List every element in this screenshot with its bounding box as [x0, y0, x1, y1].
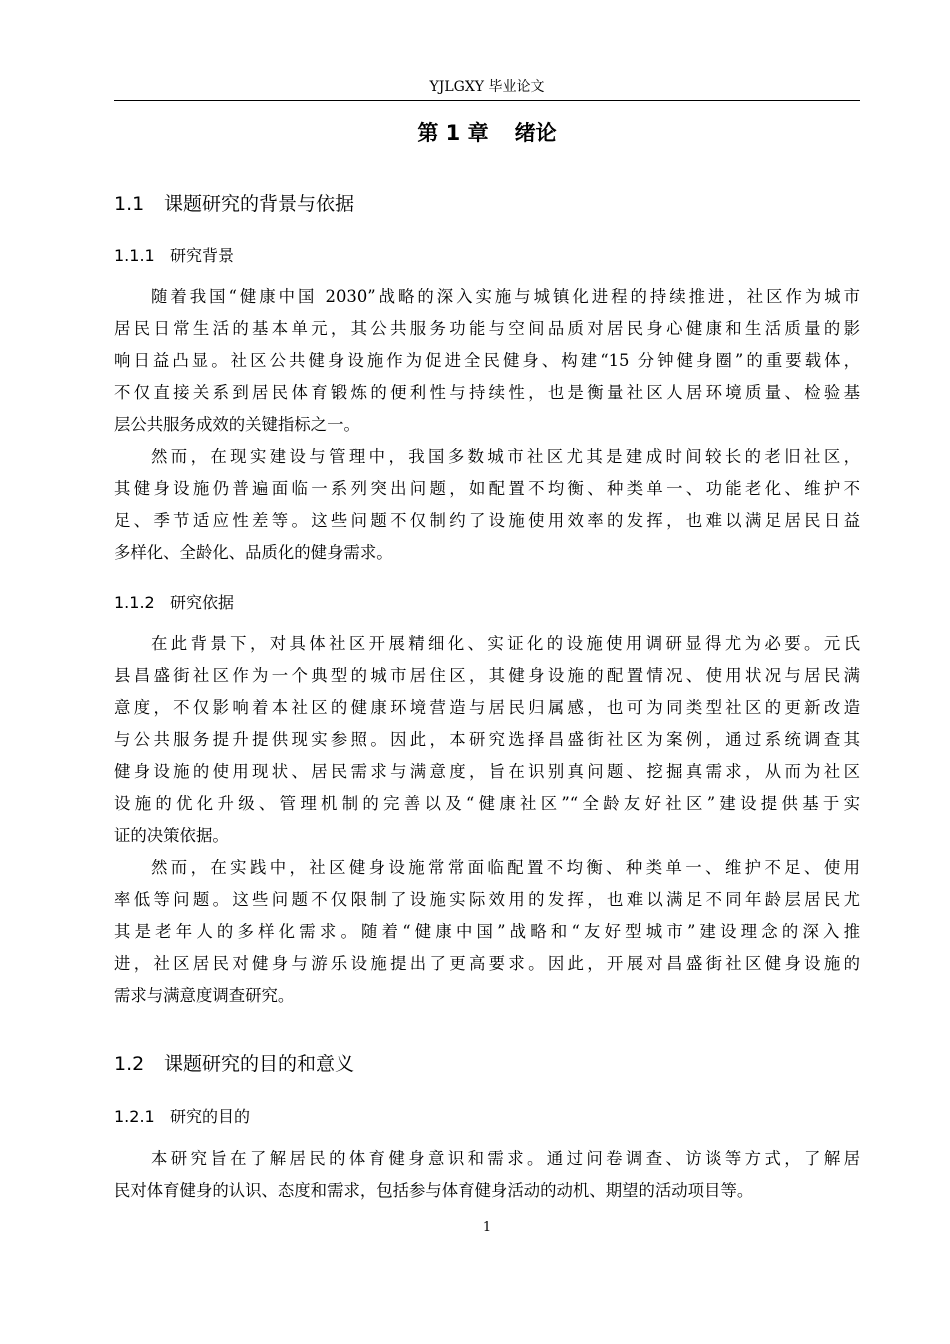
subsection-title: 研究依据	[170, 593, 235, 612]
chapter-name: 绪论	[514, 121, 557, 145]
subsection-title: 研究的目的	[170, 1107, 251, 1126]
paragraph-line: 多样化、全龄化、品质化的健身需求。	[114, 543, 393, 562]
section-title: 课题研究的目的和意义	[164, 1053, 355, 1075]
subsection-number: 1.1.2	[114, 593, 155, 612]
running-header: YJLGXY 毕业论文	[429, 79, 545, 95]
paragraph-line: 然而，在现实建设与管理中，我国多数城市社区尤其是建成时间较长的老旧社区，	[151, 447, 860, 466]
paragraph-line: 不仅直接关系到居民体育锻炼的便利性与持续性，也是衡量社区人居环境质量、检验基	[114, 383, 860, 402]
section-heading-1-1	[114, 189, 860, 219]
section-title: 课题研究的背景与依据	[164, 193, 355, 215]
header-rule	[114, 100, 860, 101]
paragraph-background-1	[114, 281, 860, 441]
paragraph-line: 其是老年人的多样化需求。随着“健康中国”战略和“友好型城市”建设理念的深入推	[114, 922, 860, 941]
section-number: 1.1	[114, 193, 145, 215]
paragraph-basis-2	[114, 852, 860, 1012]
chapter-number: 第 1 章	[417, 121, 489, 145]
paragraph-background-2	[114, 441, 860, 569]
paragraph-line: 居民日常生活的基本单元，其公共服务功能与空间品质对居民身心健康和生活质量的影	[114, 319, 860, 338]
section-number: 1.2	[114, 1053, 145, 1075]
paragraph-line: 证的决策依据。	[114, 826, 229, 845]
paragraph-purpose-1	[114, 1143, 860, 1207]
chapter-title	[114, 118, 860, 148]
paragraph-line: 随着我国“健康中国 2030”战略的深入实施与城镇化进程的持续推进，社区作为城市	[151, 287, 860, 306]
paragraph-line: 在此背景下，对具体社区开展精细化、实证化的设施使用调研显得尤为必要。元氏	[151, 634, 860, 653]
paragraph-line: 响日益凸显。社区公共健身设施作为促进全民健身、构建“15 分钟健身圈”的重要载体，	[114, 351, 860, 370]
paragraph-line: 本研究旨在了解居民的体育健身意识和需求。通过问卷调查、访谈等方式，了解居	[151, 1149, 860, 1168]
section-heading-1-2	[114, 1049, 860, 1079]
subsection-heading-1-2-1	[114, 1104, 860, 1130]
paragraph-line: 其健身设施仍普遍面临一系列突出问题，如配置不均衡、种类单一、功能老化、维护不	[114, 479, 860, 498]
subsection-title: 研究背景	[170, 246, 235, 265]
paragraph-basis-1	[114, 628, 860, 852]
paragraph-line: 民对体育健身的认识、态度和需求，包括参与体育健身活动的动机、期望的活动项目等。	[114, 1181, 754, 1200]
subsection-heading-1-1-1	[114, 243, 860, 269]
paragraph-line: 率低等问题。这些问题不仅限制了设施实际效用的发挥，也难以满足不同年龄层居民尤	[114, 890, 860, 909]
paragraph-line: 健身设施的使用现状、居民需求与满意度，旨在识别真问题、挖掘真需求，从而为社区	[114, 762, 860, 781]
paragraph-line: 意度，不仅影响着本社区的健康环境营造与居民归属感，也可为同类型社区的更新改造	[114, 698, 860, 717]
paragraph-line: 层公共服务成效的关键指标之一。	[114, 415, 360, 434]
paragraph-line: 与公共服务提升提供现实参照。因此，本研究选择昌盛街社区为案例，通过系统调查其	[114, 730, 860, 749]
page-number: 1	[482, 1220, 492, 1235]
paragraph-line: 需求与满意度调查研究。	[114, 986, 295, 1005]
paragraph-line: 足、季节适应性差等。这些问题不仅制约了设施使用效率的发挥，也难以满足居民日益	[114, 511, 860, 530]
subsection-number: 1.2.1	[114, 1107, 155, 1126]
subsection-heading-1-1-2	[114, 590, 860, 616]
paragraph-line: 设施的优化升级、管理机制的完善以及“健康社区”“全龄友好社区”建设提供基于实	[114, 794, 860, 813]
subsection-number: 1.1.1	[114, 246, 155, 265]
paragraph-line: 然而，在实践中，社区健身设施常常面临配置不均衡、种类单一、维护不足、使用	[151, 858, 860, 877]
paragraph-line: 进，社区居民对健身与游乐设施提出了更高要求。因此，开展对昌盛街社区健身设施的	[114, 954, 860, 973]
paragraph-line: 县昌盛街社区作为一个典型的城市居住区，其健身设施的配置情况、使用状况与居民满	[114, 666, 860, 685]
